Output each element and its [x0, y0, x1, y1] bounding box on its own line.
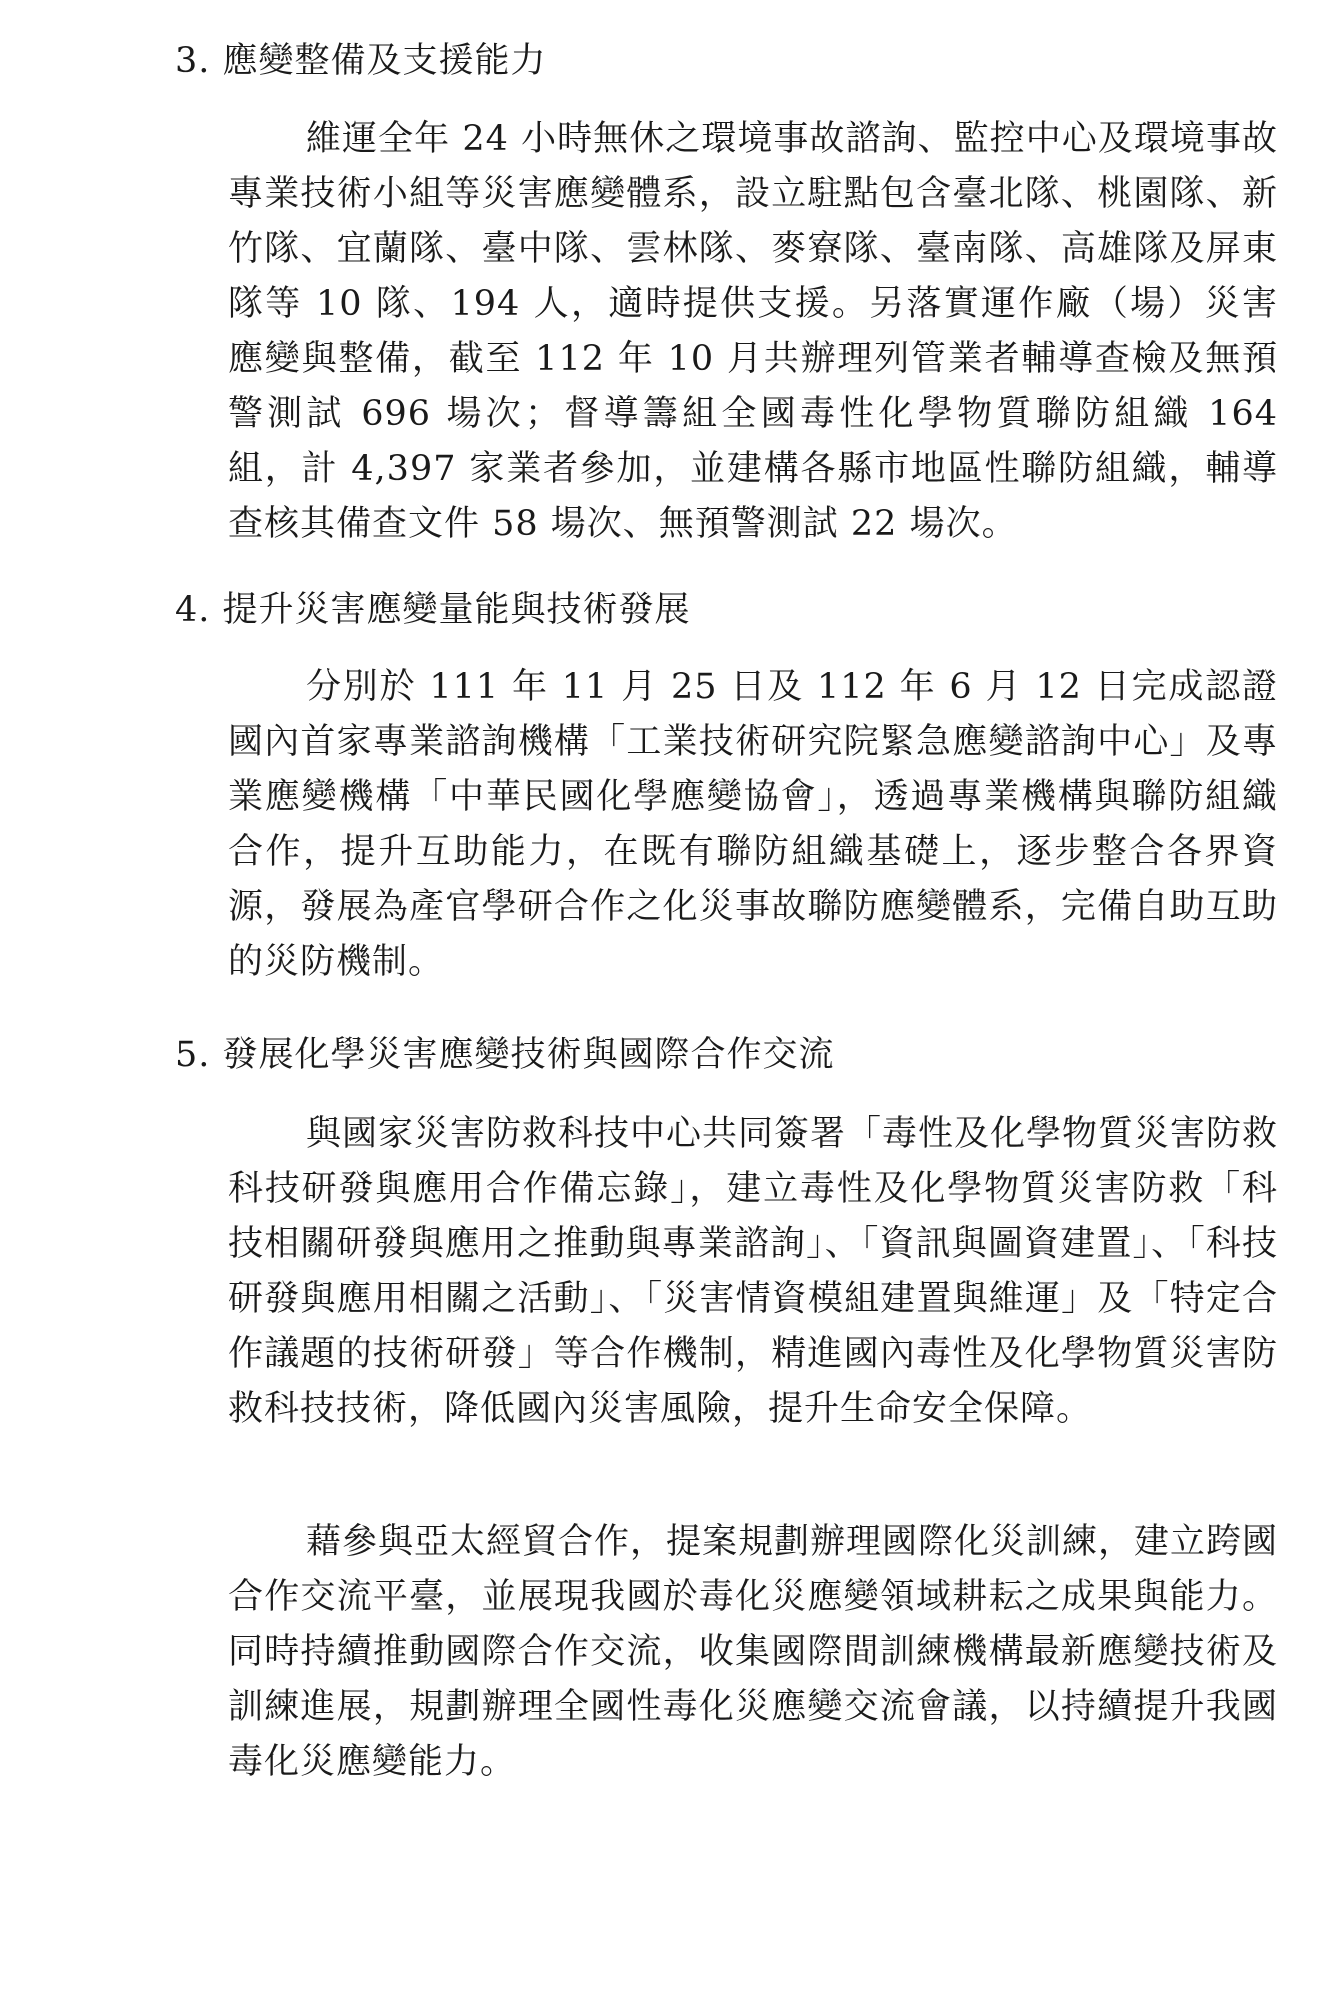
section-5-paragraph-1: 與國家災害防救科技中心共同簽署「毒性及化學物質災害防救科技研發與應用合作備忘錄」，建立毒性及化學物質災害防救「科技相關研發與應用之推動與專業諮詢」、「資訊與圖資建置」、「科技研發與應用相關之活動」、「災害情資模組建置與維運」及「特定合作議題的技術研發」等合作機制，精進國內毒性及化學物質災害防救科技技術，降低國內災害風險，提升生命安全保障。 [228, 1114, 1279, 1429]
section-heading-4: 4. 提升災害應變量能與技術發展 [175, 590, 691, 630]
section-5-paragraph-2: 藉參與亞太經貿合作，提案規劃辦理國際化災訓練，建立跨國合作交流平臺，並展現我國於毒化災應變領域耕耘之成果與能力。同時持續推動國際合作交流，收集國際間訓練機構最新應變技術及訓練進展，規劃辦理全國性毒化災應變交流會議，以持續提升我國毒化災應變能力。 [228, 1522, 1279, 1782]
section-heading-3: 3. 應變整備及支援能力 [175, 41, 547, 81]
section-4-paragraph: 分別於 111 年 11 月 25 日及 112 年 6 月 12 日完成認證國內首家專業諮詢機構「工業技術研究院緊急應變諮詢中心」及專業應變機構「中華民國化學應變協會」，透過專業機構與聯防組織合作，提升互助能力，在既有聯防組織基礎上，逐步整合各界資源，發展為產官學研合作之化災事故聯防應變體系，完備自助互助的災防機制。 [228, 667, 1278, 982]
section-heading-5: 5. 發展化學災害應變技術與國際合作交流 [175, 1035, 835, 1075]
section-3-paragraph: 維運全年 24 小時無休之環境事故諮詢、監控中心及環境事故專業技術小組等災害應變體系，設立駐點包含臺北隊、桃園隊、新竹隊、宜蘭隊、臺中隊、雲林隊、麥寮隊、臺南隊、高雄隊及屏東隊等 10 隊、194 人，適時提供支援。另落實運作廠（場）災害應變與整備，截至 112 年 10 月共辦理列管業者輔導查檢及無預警測試 696 場次；督導籌組全國毒性化學物質聯防組織 164 組，計 4,397 家業者參加，並建構各縣市地區性聯防組織，輔導查核其備查文件 58 場次、無預警測試 22 場次。 [228, 119, 1278, 544]
